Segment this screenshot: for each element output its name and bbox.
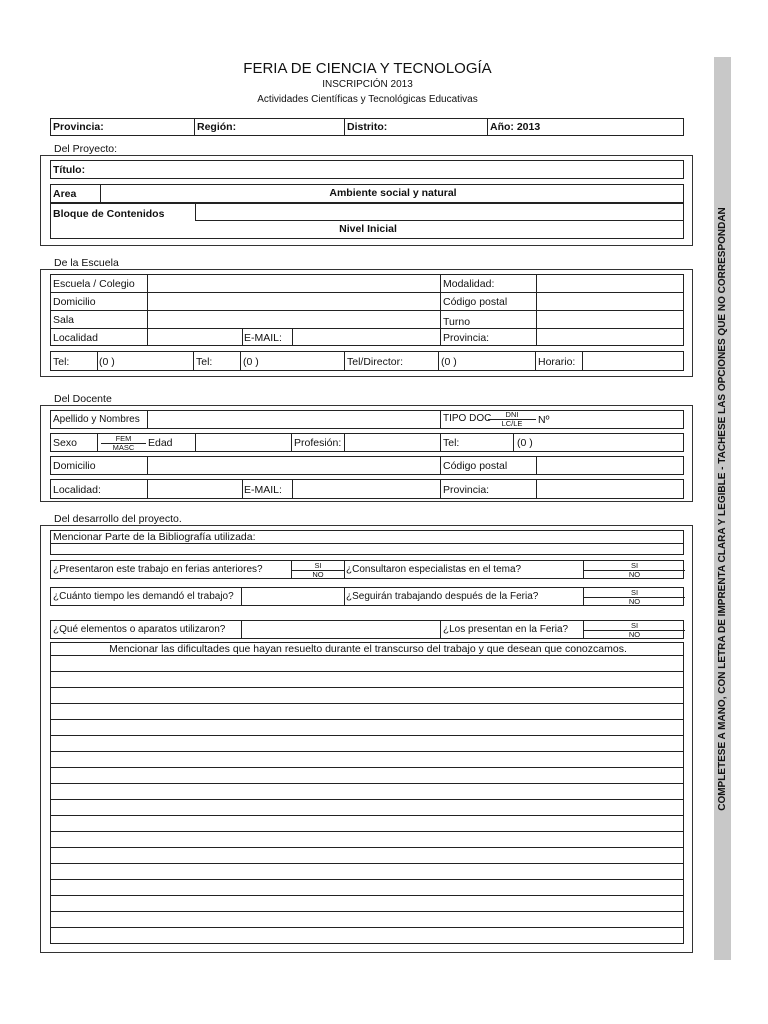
docente-tel-value: (0 )	[517, 437, 533, 449]
tipo-doc-label: TIPO DOC	[443, 413, 492, 424]
writing-line[interactable]	[50, 831, 684, 832]
fem-option[interactable]: FEM	[115, 434, 132, 443]
bloque-nivel-block	[50, 203, 684, 239]
writing-line[interactable]	[50, 783, 684, 784]
dificultades-label: Mencionar las dificultades que hayan resuelto durante el transcurso del trabajo y que desean que conozcamos.	[109, 643, 627, 655]
titulo-label: Título:	[53, 164, 86, 176]
docente-domicilio-label: Domicilio	[53, 460, 96, 472]
q6-no[interactable]: NO	[628, 630, 641, 639]
lcle-option[interactable]: LC/LE	[501, 419, 523, 428]
docente-domicilio-row	[50, 456, 684, 475]
area-label: Area	[53, 188, 77, 200]
edad-label: Edad	[148, 437, 173, 449]
area-value: Ambiente social y natural	[329, 187, 457, 199]
docente-tel-label: Tel:	[443, 437, 460, 449]
q4-no[interactable]: NO	[628, 597, 641, 606]
escuela-heading: De la Escuela	[54, 257, 119, 269]
writing-line[interactable]	[50, 751, 684, 752]
docente-localidad-row	[50, 479, 684, 499]
bibliografia-label: Mencionar Parte de la Bibliografía utilizada:	[53, 531, 256, 543]
writing-line[interactable]	[50, 879, 684, 880]
profesion-label: Profesión:	[294, 437, 342, 449]
writing-line[interactable]	[50, 735, 684, 736]
masc-option[interactable]: MASC	[112, 443, 135, 452]
titulo-row[interactable]	[50, 160, 684, 179]
apellido-label: Apellido y Nombres	[53, 414, 140, 425]
form-subtitle: INSCRIPCIÓN 2013	[322, 79, 413, 90]
proyecto-heading: Del Proyecto:	[54, 143, 118, 155]
q4-label: ¿Seguirán trabajando después de la Feria?	[346, 591, 539, 602]
dni-option[interactable]: DNI	[505, 410, 519, 419]
instructions-sidebar	[714, 57, 731, 960]
localidad-label: Localidad	[53, 332, 98, 344]
codigo-postal-label: Código postal	[443, 296, 508, 308]
writing-line[interactable]	[50, 799, 684, 800]
distrito-label: Distrito:	[347, 121, 388, 133]
sala-label: Sala	[53, 314, 75, 326]
tel-director-label: Tel/Director:	[347, 356, 404, 368]
q5-label: ¿Qué elementos o aparatos utilizaron?	[53, 624, 226, 635]
writing-line[interactable]	[50, 671, 684, 672]
q1-label: ¿Presentaron este trabajo en ferias anteriores?	[53, 564, 263, 575]
docente-localidad-label: Localidad:	[53, 484, 101, 496]
tel2-label: Tel:	[196, 356, 213, 368]
writing-line[interactable]	[50, 863, 684, 864]
instructions-text: COMPLETESE A MANO, CON LETRA DE IMPRENTA CLARA Y LEGIBLE - TACHESE LAS OPCIONES QUE NO CORRESPONDAN	[716, 206, 728, 811]
escuela-tel-row	[50, 351, 684, 371]
provincia-label: Provincia:	[53, 121, 104, 133]
writing-line[interactable]	[50, 687, 684, 688]
writing-line[interactable]	[50, 895, 684, 896]
q-row-1	[50, 560, 684, 579]
bloque-label: Bloque de Contenidos	[53, 208, 165, 220]
escuela-email-label: E-MAIL:	[244, 332, 282, 344]
writing-line[interactable]	[50, 703, 684, 704]
q2-no[interactable]: NO	[628, 570, 641, 579]
bibliografia-box[interactable]	[50, 530, 684, 555]
form-subtitle-2: Actividades Científicas y Tecnológicas Educativas	[257, 94, 478, 105]
docente-codigo-postal-label: Código postal	[443, 460, 508, 472]
writing-line[interactable]	[50, 847, 684, 848]
turno-label: Turno	[443, 316, 471, 328]
writing-line[interactable]	[50, 911, 684, 912]
q1-no[interactable]: NO	[312, 570, 324, 579]
docente-email-label: E-MAIL:	[244, 484, 282, 496]
anio-label: Año: 2013	[490, 121, 541, 133]
q-row-2	[50, 587, 684, 606]
q6-si[interactable]: SI	[630, 621, 639, 630]
q6-label: ¿Los presentan en la Feria?	[443, 624, 569, 635]
domicilio-label: Domicilio	[53, 296, 96, 308]
tel1-value: (0 )	[99, 356, 115, 368]
tel-director-value: (0 )	[441, 356, 457, 368]
tel1-label: Tel:	[53, 356, 70, 368]
escuela-grid	[50, 274, 684, 346]
writing-line[interactable]	[50, 927, 684, 928]
numero-label: Nº	[538, 414, 550, 426]
q1-si[interactable]: SI	[314, 561, 322, 570]
modalidad-label: Modalidad:	[443, 278, 495, 290]
tel2-value: (0 )	[243, 356, 259, 368]
q2-label: ¿Consultaron especialistas en el tema?	[346, 564, 522, 575]
writing-line[interactable]	[50, 943, 684, 944]
writing-line[interactable]	[50, 655, 684, 656]
nivel-value: Nivel Inicial	[339, 223, 397, 235]
docente-provincia-label: Provincia:	[443, 484, 490, 496]
desarrollo-heading: Del desarrollo del proyecto.	[54, 513, 182, 525]
q-row-3	[50, 620, 684, 639]
q4-si[interactable]: SI	[630, 588, 639, 597]
horario-label: Horario:	[538, 356, 576, 368]
form-title: FERIA DE CIENCIA Y TECNOLOGÍA	[243, 60, 492, 77]
q2-si[interactable]: SI	[630, 561, 639, 570]
docente-sexo-row	[50, 433, 684, 452]
writing-line[interactable]	[50, 767, 684, 768]
escuela-provincia-label: Provincia:	[443, 332, 490, 344]
writing-line[interactable]	[50, 719, 684, 720]
docente-apellido-row	[50, 410, 684, 429]
writing-line[interactable]	[50, 815, 684, 816]
region-label: Región:	[197, 121, 237, 133]
escuela-colegio-label: Escuela / Colegio	[53, 278, 135, 290]
area-row	[50, 184, 684, 203]
q3-label: ¿Cuánto tiempo les demandó el trabajo?	[53, 591, 234, 602]
top-info-row	[50, 118, 684, 136]
sexo-label: Sexo	[53, 437, 77, 449]
docente-heading: Del Docente	[54, 393, 112, 405]
